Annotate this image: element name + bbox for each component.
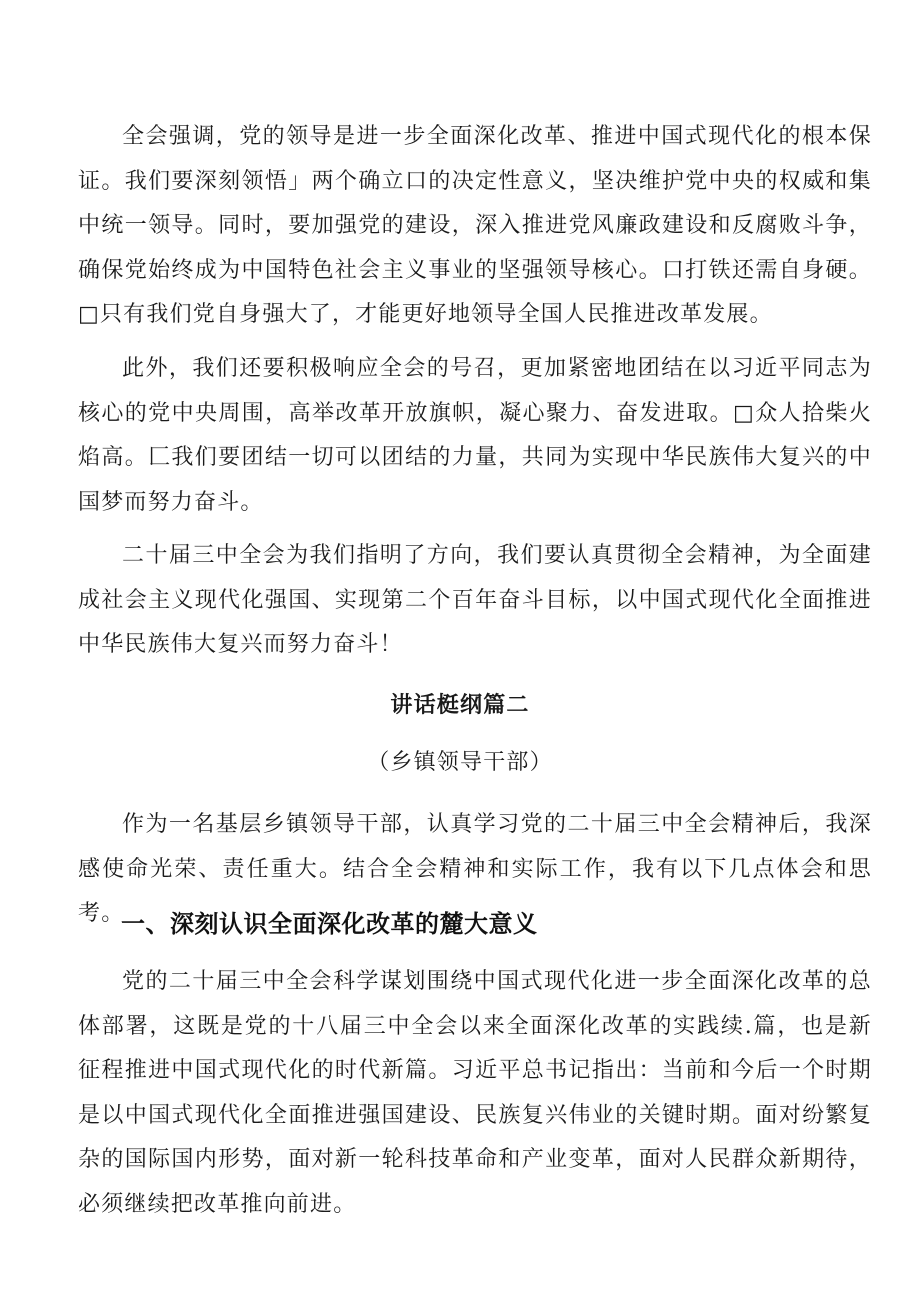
heading-reform-significance: 一、深刻认识全面深化改革的麓大意义 — [121, 910, 538, 938]
paragraph-intro: 作为一名基层乡镇领导干部，认真学习党的二十届三中全会精神后，我深感使命光荣、责任重大。结合全会精神和实际工作，我有以下几点体会和思考。 — [78, 812, 872, 926]
section-title: 讲话梃纲篇二 — [390, 692, 530, 718]
paragraph-unity: 此外，我们还要积极响应全会的号召，更加紧密地团结在以习近平同志为核心的党中央周围，高举改革开放旗帜，凝心聚力、奋发进取。□众人拾柴火焰高。匚我们要团结一切可以团结的力量，共同为实现中华民族伟大复兴的中国梦而努力奋斗。 — [78, 356, 872, 515]
section-subtitle: （乡镇领导干部） — [367, 750, 553, 775]
paragraph-party-leadership: 全会强调，党的领导是进一步全面深化改革、推进中国式现代化的根本保证。我们要深刻领悟」两个确立口的决定性意义，坚决维护党中央的权威和集中统一领导。同时，要加强党的建设，深入推进党风廉政建设和反腐败斗争，确保党始终成为中国特色社会主义事业的坚强领导核心。口打铁还需自身硬。□只有我们党自身强大了，才能更好地领导全国人民推进改革发展。 — [78, 124, 872, 327]
paragraph-conclusion: 二十届三中全会为我们指明了方向，我们要认真贯彻全会精神，为全面建成社会主义现代化强国、实现第二个百年奋斗目标，以中国式现代化全面推进中华民族伟大复兴而努力奋斗！ — [78, 543, 872, 657]
paragraph-reform-body: 党的二十届三中全会科学谋划围绕中国式现代化进一步全面深化改革的总体部署，这既是党的十八届三中全会以来全面深化改革的实践续.篇，也是新征程推进中国式现代化的时代新篇。习近平总书记指出：当前和今后一个时期是以中国式现代化全面推进强国建设、民族复兴伟业的关键时期。面对纷繁复杂的国际国内形势，面对新一轮科技革命和产业变革，面对人民群众新期待，必须继续把改革推向前进。 — [78, 969, 872, 1217]
